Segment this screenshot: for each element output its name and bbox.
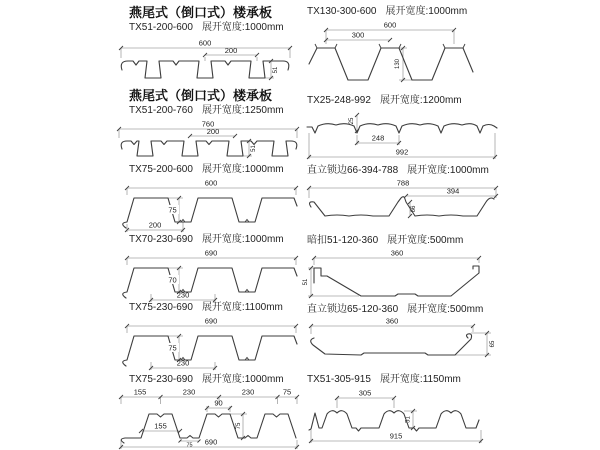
panel-label	[307, 165, 503, 177]
panel-label	[129, 234, 298, 246]
dim-top3: 230	[241, 387, 255, 397]
model-code: TX51-200-760	[129, 105, 193, 116]
profile-drawing	[303, 20, 503, 86]
model-code: TX25-248-992	[307, 95, 371, 106]
profile-path	[121, 61, 289, 78]
dim-overall: 760	[201, 119, 215, 129]
expand-width-label: 展开宽度:500mm	[407, 304, 484, 315]
dim-overall: 600	[198, 38, 212, 48]
profile-path	[309, 411, 479, 431]
dim-pitch: 200	[148, 220, 162, 230]
expand-width-label: 展开宽度:1150mm	[379, 374, 461, 385]
expand-width-label: 展开宽度:1000mm	[201, 164, 284, 175]
model-code: TX75-230-690	[129, 302, 193, 313]
panel-tx70-230-690	[113, 233, 298, 304]
dim-valley: 75	[186, 442, 193, 449]
profile-path	[307, 124, 497, 133]
model-code: 直立锁边66-394-788	[307, 165, 399, 176]
dim-height: 65	[490, 340, 496, 348]
panel-anko-51-120-360	[303, 234, 503, 307]
dimension-lines	[309, 317, 496, 358]
dim-height: 66	[411, 205, 417, 213]
dimension-lines	[307, 179, 498, 219]
profile-drawing	[113, 388, 298, 450]
profile-drawing	[303, 388, 503, 448]
dim-pitch: 200	[224, 46, 238, 55]
dim-overall: 690	[204, 248, 218, 258]
dim-top2: 230	[182, 387, 196, 397]
dim-pitch: 200	[206, 127, 220, 136]
dimension-lines	[125, 249, 298, 303]
expand-width-label: 展开宽度:1000mm	[201, 234, 284, 245]
dim-height: 130	[395, 58, 401, 70]
model-code: TX70-230-690	[129, 234, 193, 245]
expand-width-label: 展开宽度:1200mm	[379, 95, 462, 106]
dim-overall: 915	[389, 431, 403, 441]
profile-path	[121, 141, 297, 156]
dim-pitch: 230	[176, 290, 190, 300]
dim-height: 51	[273, 66, 279, 74]
dim-pitch: 300	[351, 30, 365, 40]
dim-overall: 600	[204, 178, 218, 188]
expand-width-label: 展开宽度:1250mm	[201, 105, 284, 116]
dim-height: 51	[251, 145, 257, 152]
dim-pitch: 230	[176, 358, 190, 368]
panel-tx51-305-915	[303, 373, 503, 448]
profile-drawing	[113, 36, 298, 86]
dim-top4: 75	[282, 387, 292, 397]
dim-height: 70	[168, 275, 177, 285]
profile-drawing	[303, 249, 503, 307]
profile-drawing	[303, 179, 503, 237]
dim-overall: 690	[204, 316, 218, 326]
dim-pitch: 248	[371, 133, 385, 143]
profile-path	[123, 268, 297, 298]
panel-tx25-248-992	[303, 94, 503, 165]
dim-crest-top: 90	[214, 398, 223, 408]
dim-height: 51	[405, 416, 412, 423]
dimension-lines	[125, 317, 298, 371]
model-code: TX51-305-915	[307, 374, 371, 385]
panel-zhuli-65-120-360	[303, 303, 503, 370]
dimension-lines	[303, 249, 481, 299]
expand-width-label: 展开宽度:1000mm	[201, 22, 284, 33]
profile-drawing	[113, 248, 298, 304]
model-code: 直立锁边65-120-360	[307, 304, 399, 315]
panel-label	[129, 374, 298, 386]
profile-path	[123, 336, 297, 366]
panel-tx75-230-690-1100	[113, 301, 298, 372]
dim-height: 75	[236, 422, 242, 430]
expand-width-label: 展开宽度:1100mm	[201, 302, 283, 313]
expand-width-label: 展开宽度:1000mm	[201, 374, 284, 385]
panel-label	[307, 235, 503, 247]
panel-label	[307, 95, 503, 107]
dim-crest-base: 155	[154, 421, 167, 431]
expand-width-label: 展开宽度:500mm	[387, 235, 464, 246]
panel-label	[129, 302, 298, 314]
dim-pitch: 305	[358, 388, 372, 398]
panel-label	[307, 304, 503, 316]
model-code: TX130-300-600	[307, 6, 377, 17]
profile-path	[314, 266, 479, 296]
model-code: TX75-200-600	[129, 164, 193, 175]
dim-height: 51	[303, 278, 309, 286]
section-heading: 燕尾式（倒口式）楼承板	[129, 5, 273, 20]
seam-tips	[315, 44, 465, 48]
panel-tx51-200-760	[113, 88, 303, 163]
model-code: 暗扣51-120-360	[307, 235, 379, 246]
dim-overall: 600	[383, 20, 397, 30]
dimension-lines	[324, 21, 456, 83]
model-code: TX51-200-600	[129, 22, 193, 33]
panel-label	[307, 374, 503, 386]
dimension-lines	[307, 113, 497, 159]
profile-drawing	[303, 109, 503, 165]
panel-label	[307, 6, 503, 18]
dimension-lines	[125, 179, 298, 233]
profile-drawing	[303, 318, 503, 370]
dimension-lines	[117, 120, 299, 159]
model-code: TX75-230-690	[129, 374, 193, 385]
panel-label	[129, 164, 298, 176]
dim-height: 25	[349, 117, 355, 125]
dim-overall: 788	[396, 178, 410, 188]
profile-path	[311, 334, 472, 355]
profile-path	[310, 197, 494, 216]
profile-drawing	[113, 316, 298, 372]
panel-zhuli-66-394-788	[303, 164, 503, 237]
panel-tx75-230-690-1000	[113, 373, 298, 450]
dimension-lines	[309, 389, 483, 444]
panel-label	[129, 105, 303, 117]
dim-overall: 690	[204, 437, 218, 447]
profile-drawing	[113, 119, 303, 163]
dim-height: 75	[168, 343, 177, 353]
panel-tx75-200-600	[113, 163, 298, 234]
panel-tx51-200-600	[113, 5, 298, 86]
dim-overall: 360	[385, 316, 399, 326]
dim-height: 75	[168, 205, 177, 215]
dimension-lines	[119, 388, 299, 450]
dim-overall: 992	[395, 147, 409, 157]
dim-top1: 155	[133, 387, 147, 397]
dim-half: 394	[446, 186, 460, 196]
panel-label	[129, 22, 298, 34]
expand-width-label: 展开宽度:1000mm	[385, 6, 468, 17]
profile-drawing	[113, 178, 298, 234]
expand-width-label: 展开宽度:1000mm	[407, 165, 489, 176]
dim-overall: 360	[390, 248, 404, 258]
section-heading: 燕尾式（倒口式）楼承板	[129, 88, 273, 103]
profile-path	[309, 48, 473, 80]
panel-tx130-300-600	[303, 5, 503, 86]
